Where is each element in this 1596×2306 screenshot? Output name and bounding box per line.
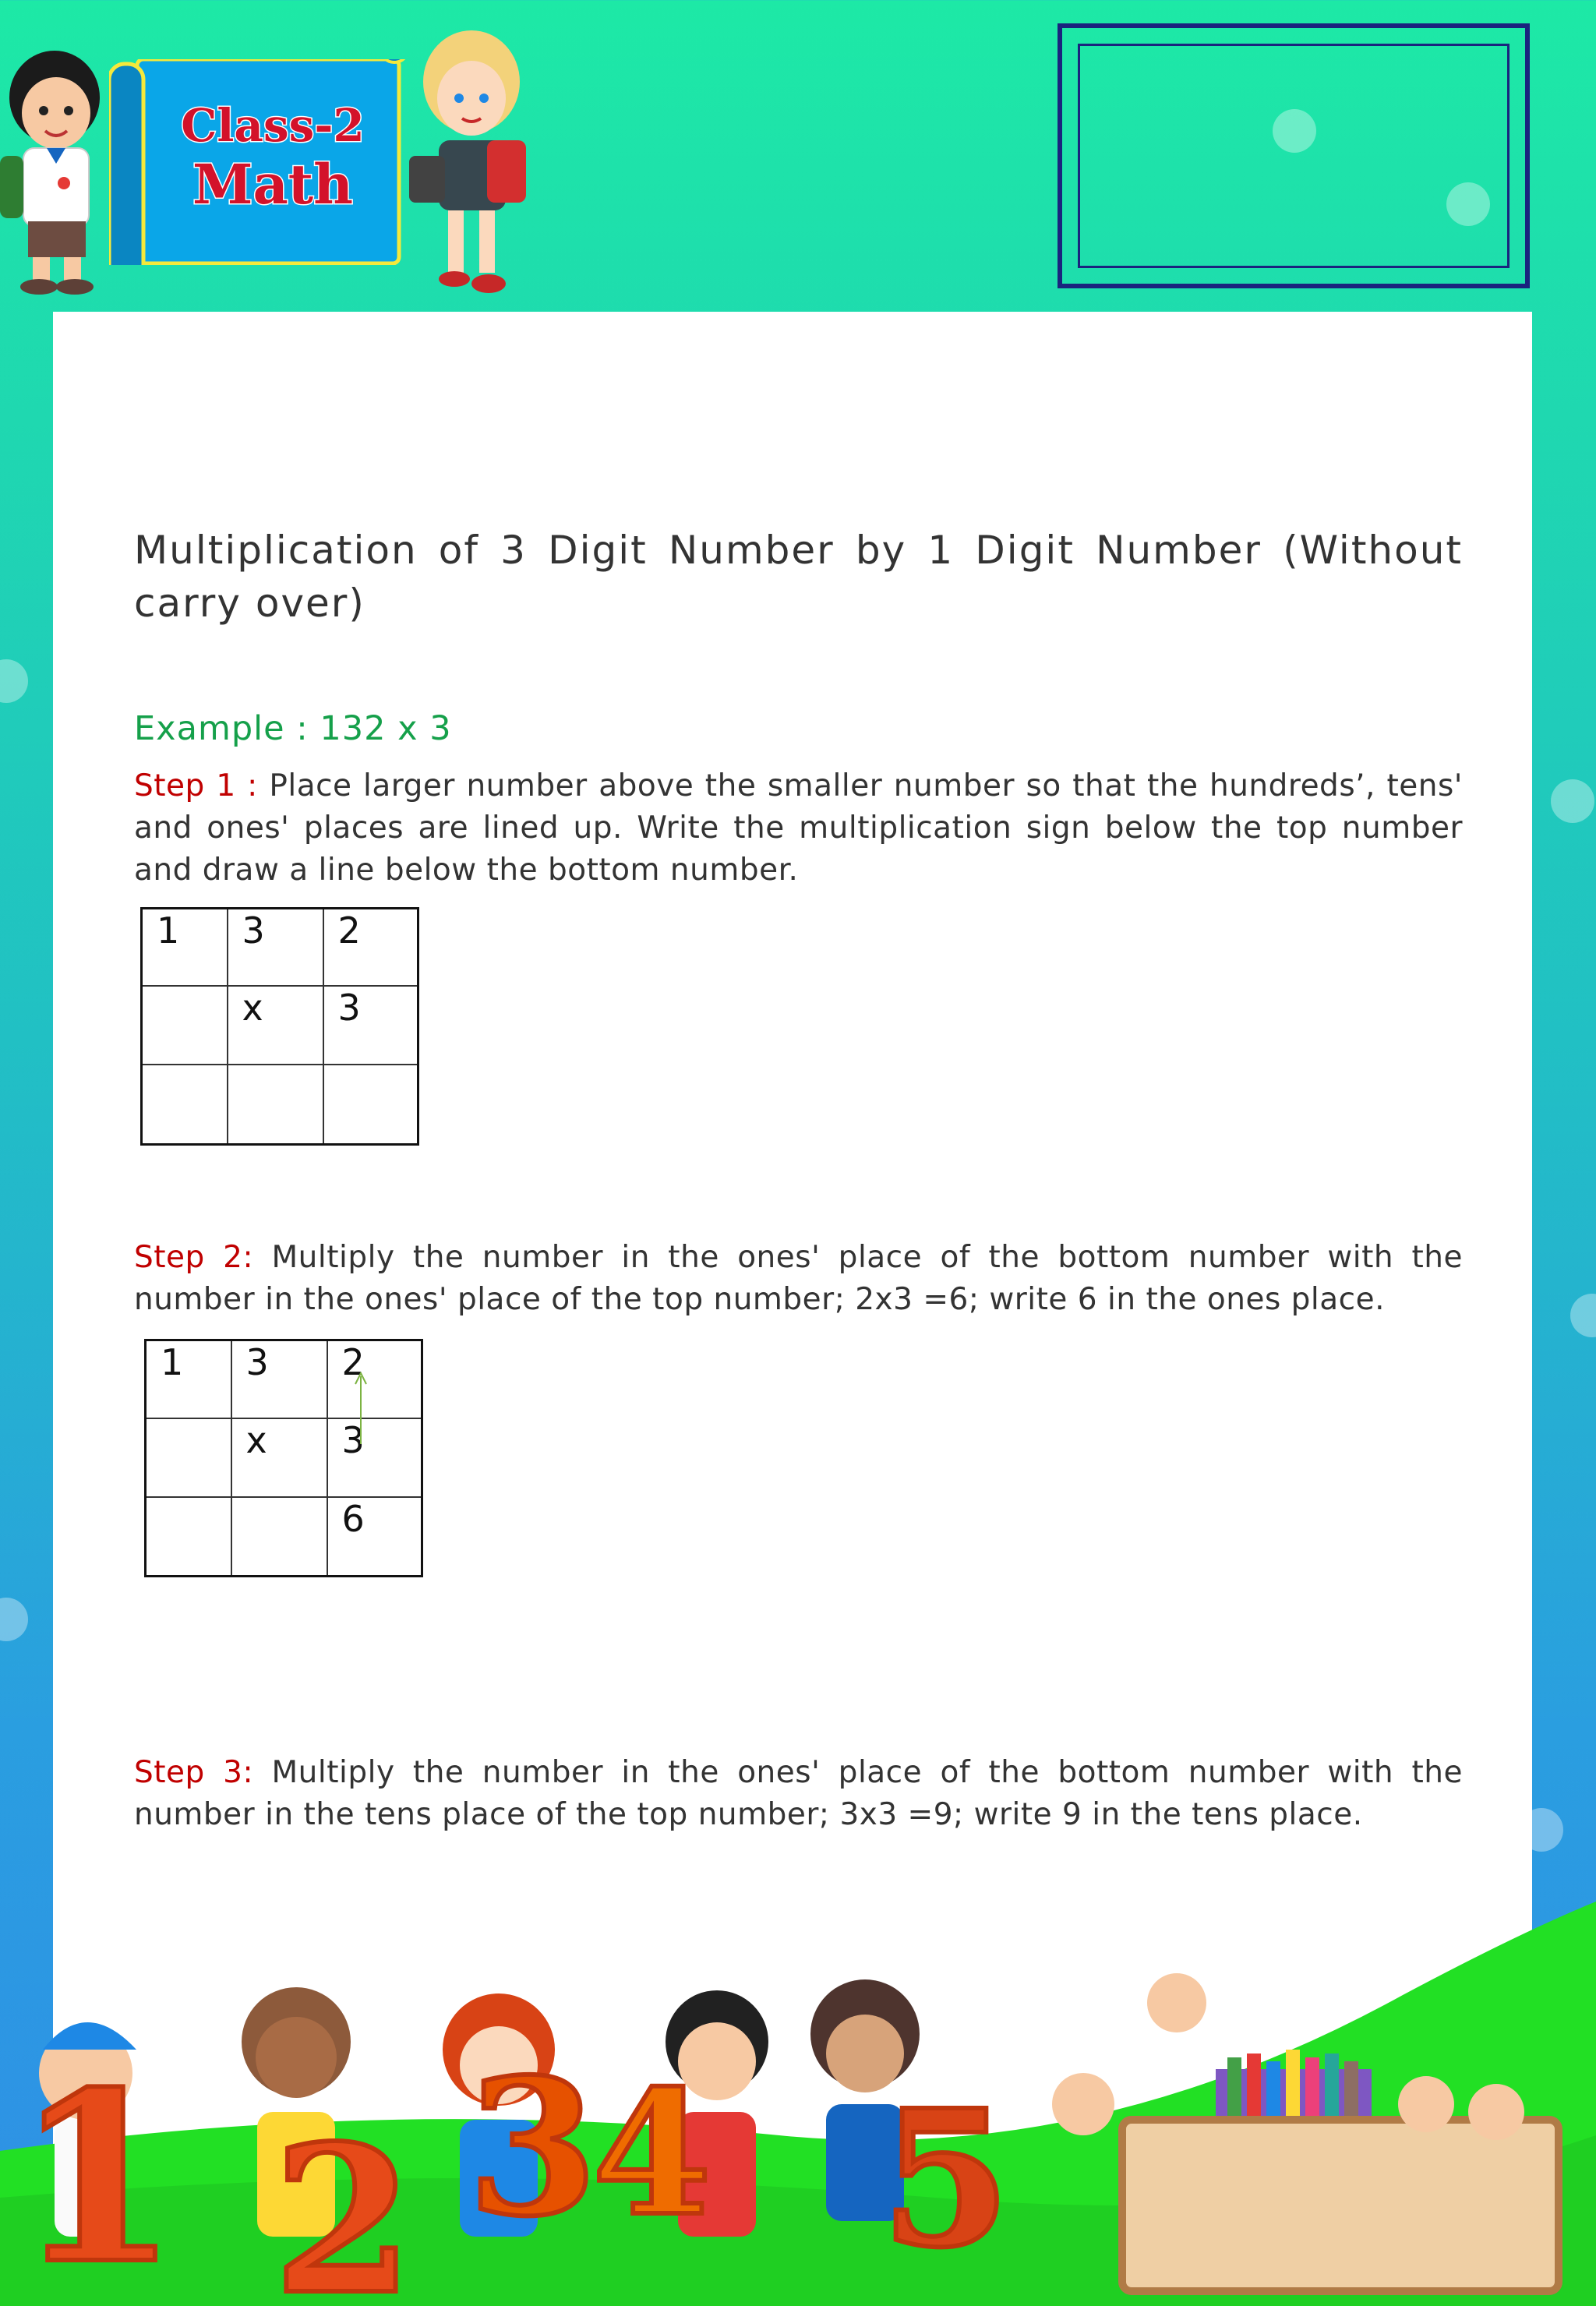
- grid-cell: [146, 1497, 231, 1577]
- number-one-decoration: 1: [16, 2040, 178, 2306]
- step-1-label: Step 1 :: [134, 768, 258, 803]
- class-math-sign: [109, 59, 413, 265]
- grid-cell: [146, 1418, 231, 1497]
- number-four-decoration: 4: [592, 2052, 712, 2254]
- grid-cell: 6: [327, 1497, 422, 1577]
- grid-cell: 2: [323, 909, 418, 986]
- sign-line2: Math: [192, 152, 354, 217]
- grid-row: [146, 1340, 422, 1418]
- multiplication-grid-1: [140, 907, 419, 1146]
- page-title: Multiplication of 3 Digit Number by 1 Digit Number (Without carry over): [134, 528, 1463, 626]
- grid-cell: [228, 1065, 323, 1145]
- grid-cell: 1: [142, 909, 228, 986]
- step-1: [134, 765, 1463, 892]
- grid-row: [142, 1065, 418, 1145]
- step-1-text: Place larger number above the smaller number so that the hundreds’, tens' and ones' places are lined up. Write the multiplication sign below the top number and draw a line below the bottom number.: [134, 768, 1463, 888]
- grid-cell: x: [228, 986, 323, 1065]
- girl-student-illustration: [409, 23, 534, 296]
- grid-cell: [323, 1065, 418, 1145]
- step-2-label: Step 2:: [134, 1240, 254, 1275]
- grid-cell: [142, 986, 228, 1065]
- multiplication-grid-2: [144, 1339, 423, 1577]
- kids-with-numbers-illustration: [0, 1902, 1596, 2306]
- step-2-text: Multiply the number in the ones' place of the bottom number with the number in the ones' place of the top number; 2x3 =6; write 6 in the ones place.: [134, 1240, 1463, 1317]
- step-2: [134, 1237, 1463, 1321]
- example-heading: Example : 132 x 3: [134, 709, 452, 748]
- step-3-text: Multiply the number in the ones' place of the bottom number with the number in the tens place of the top number; 3x3 =9; write 9 in the tens place.: [134, 1755, 1463, 1832]
- bubble-decoration: [1570, 1294, 1596, 1337]
- number-three-decoration: 3: [468, 2038, 598, 2258]
- grid-cell: [142, 1065, 228, 1145]
- bubble-decoration: [0, 1598, 28, 1641]
- grid-row: [146, 1418, 422, 1497]
- grid-cell: 3: [231, 1340, 327, 1418]
- grid-cell: 2: [327, 1340, 422, 1418]
- grid-row: [142, 909, 418, 986]
- grid-cell: 3: [228, 909, 323, 986]
- header-frame-inner: [1078, 44, 1509, 268]
- sign-line1: Class-2: [181, 99, 365, 152]
- step-3: [134, 1752, 1463, 1836]
- multiply-arrow-icon: [353, 1370, 369, 1448]
- grid-cell: 3: [323, 986, 418, 1065]
- grid-2-wrapper: [144, 1339, 423, 1577]
- grid-cell: 3: [327, 1418, 422, 1497]
- step-3-label: Step 3:: [134, 1755, 254, 1790]
- boy-student-illustration: [0, 39, 117, 296]
- bubble-decoration: [0, 659, 28, 703]
- header-frame: [1058, 23, 1530, 288]
- number-five-decoration: 5: [881, 2069, 1011, 2289]
- grid-cell: x: [231, 1418, 327, 1497]
- grid-cell: 1: [146, 1340, 231, 1418]
- grid-row: [146, 1497, 422, 1577]
- grid-cell: [231, 1497, 327, 1577]
- bubble-decoration: [1551, 779, 1594, 823]
- grid-row: [142, 986, 418, 1065]
- number-two-decoration: 2: [273, 2102, 414, 2306]
